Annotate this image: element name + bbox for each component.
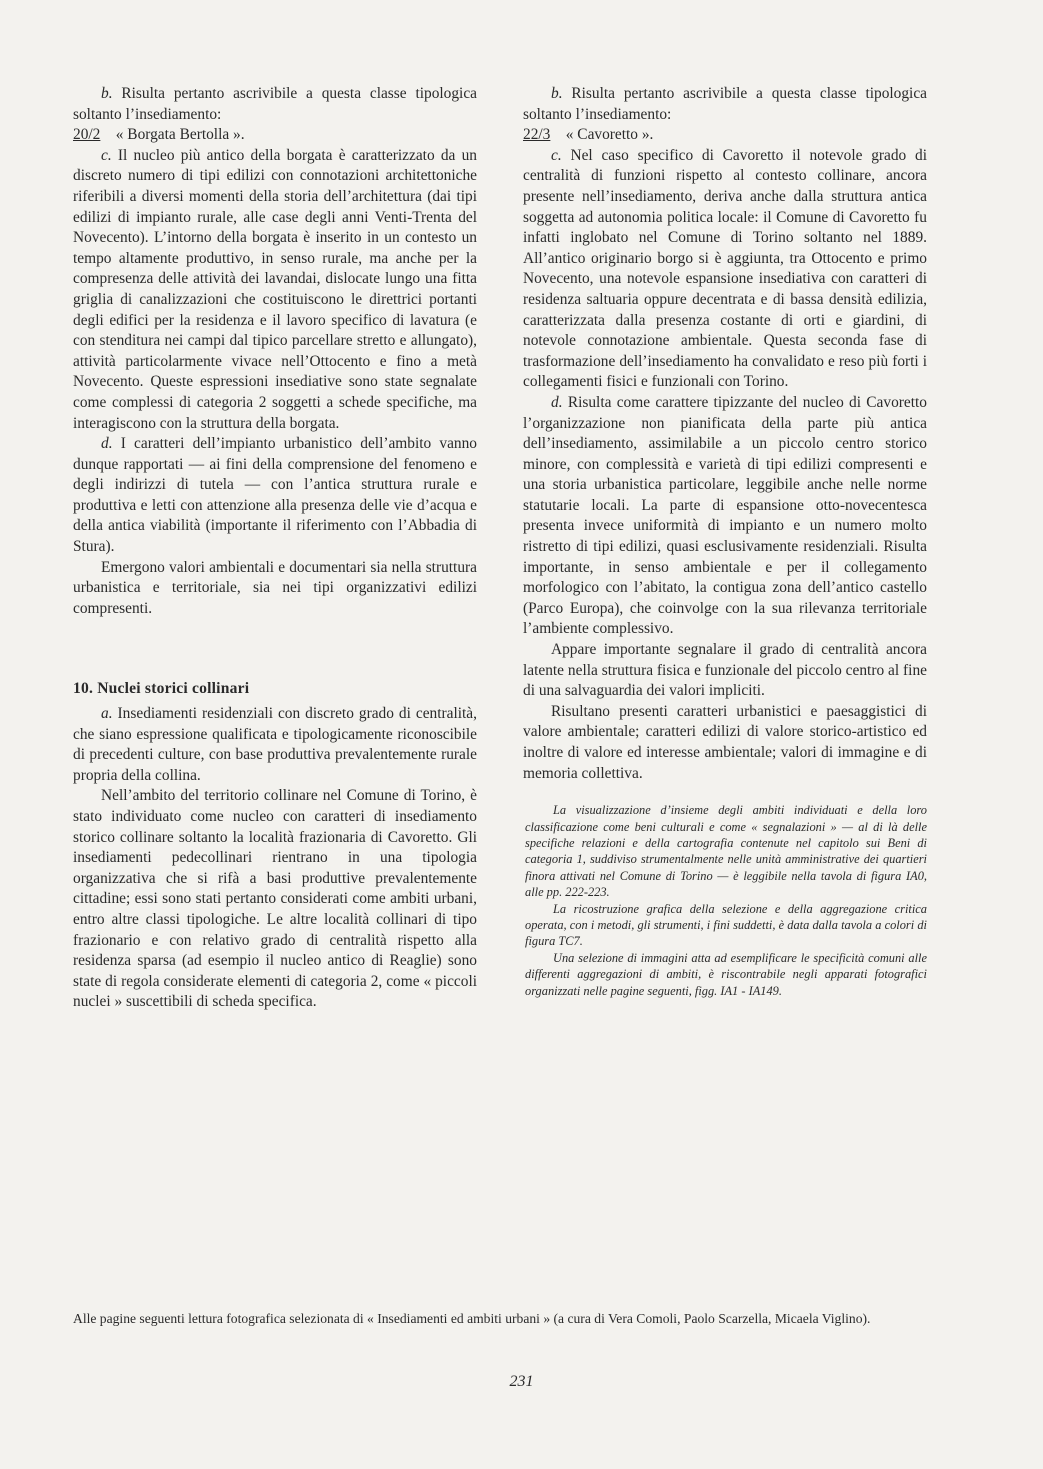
paragraph-emergono: Emergono valori ambientali e documentari sia nella struttura urbanistica e territoriale, sia nei tipi organizzativi edilizi compresenti. xyxy=(73,558,477,617)
paragraph-appare: Appare importante segnalare il grado di centralità ancora latente nella struttura fisica e funzionale del piccolo centro al fine di una salvaguardia dei valori impliciti. xyxy=(523,641,927,700)
paragraph-d: d. I caratteri dell’impianto urbanistico dell’ambito vanno dunque rapportati — ai fini della comprensione del fenomeno e degli indirizzi di tutela — con l’antica struttura rurale e produttiva e letti con attenzione alla presenza delle vie d’acqua e della antica viabilità (importante il riferimento con l’Abbadia di Stura). xyxy=(73,435,477,556)
section-title: 10. Nuclei storici collinari xyxy=(73,680,250,698)
paragraph-c: c. Nel caso specifico di Cavoretto il notevole grado di centralità di funzioni rispetto al contesto collinare, ancora presente nell’insediamento, deriva anche dalla struttura antica soggetta ad autonomia politica locale: il Comune di Cavoretto fu infatti inglobato nel Comune di Torino soltanto nel 1889. All’antico originario borgo si è aggiunta, tra Ottocento e primo Novecento, una notevole espansione insediativa con caratteri di residenza saltuaria oppure decentrata e di bassa densità edilizia, caratterizzata dalla presenza costante di orti e giardini, di notevole connotazione ambientale. Questa seconda fase di trasformazione dell’insediamento ha convalidato e reso più forti i collegamenti fisici e funzionali con Torino. xyxy=(523,146,927,391)
paragraph-b: b. Risulta pertanto ascrivibile a questa classe tipologica soltanto l’insediamento: xyxy=(73,85,477,123)
paragraph-risultano: Risultano presenti caratteri urbanistici e paesaggistici di valore ambientale; caratteri edilizi di valore storico-artistico ed inoltre di valore ed interesse ambientale; valori di immagine e di memoria collettiva. xyxy=(523,702,927,782)
note-2: La ricostruzione grafica della selezione e della aggregazione critica operata, con i metodi, gli strumenti, i fini suddetti, è data dalla tavola a colori di figura TC7. xyxy=(525,901,927,949)
settlement-code: 22/3 « Cavoretto ». xyxy=(523,126,654,144)
paragraph-d: d. Risulta come carattere tipizzante del nucleo di Cavoretto l’organizzazione non pianificata della parte più antica dell’insediamento, assimilabile a un piccolo centro storico minore, con complessità e varietà di tipi edilizi compresenti e una storia urbanistica particolare, leggibile anche nelle norme statutarie locali. La parte di espansione otto-novecentesca presenta invece uniformità di impianto e un numero molto ristretto di tipi edilizi, quasi esclusivamente residenziali. Risulta importante, in senso ambientale e per il collegamento morfologico con l’abitato, la contigua zona dell’antico castello (Parco Europa), che coinvolge con la sua rilevanza territoriale l’ambiente complessivo. xyxy=(523,393,927,638)
right-column xyxy=(523,84,927,999)
notes-block xyxy=(523,802,927,999)
footer-note: Alle pagine seguenti lettura fotografica selezionata di « Insediamenti ed ambiti urbani » (a cura di Vera Comoli, Paolo Scarzella, Micaela Viglino). xyxy=(73,1311,871,1326)
settlement-code: 20/2 « Borgata Bertolla ». xyxy=(73,126,245,144)
note-1: La visualizzazione d’insieme degli ambiti individuati e della loro classificazione come beni culturali e come « segnalazioni » — al di là delle specifiche relazioni e della cartografia contenute nel capitolo sui Beni di categoria 1, suddiviso strumentalmente nelle unità amministrative dei quartieri finora attivati nel Comune di Torino — è leggibile nella tavola di figura IA0, alle pp. 222-223. xyxy=(525,803,927,900)
paragraph-a: a. Insediamenti residenziali con discreto grado di centralità, che siano espressione qualificata e tipologicamente riconoscibile di precedenti culture, con base produttiva prevalentemente rurale propria della collina. xyxy=(73,705,477,784)
left-column xyxy=(73,84,477,1013)
paragraph-c: c. Il nucleo più antico della borgata è caratterizzato da un discreto numero di tipi edilizi con connotazioni architettoniche riferibili a diversi momenti della storia dell’architettura (dai tipi edilizi di impianto rurale, alle case degli anni Venti-Trenta del Novecento). L’intorno della borgata è inserito in un contesto un tempo altamente produttivo, in senso rurale, ma anche per la compresenza delle attività dei lavandai, dislocate lungo una fitta griglia di canalizzazioni che costituiscono le direttrici portanti degli edifici per la residenza e il lavoro specifico di lavatura (e con stenditura nei campi dal tipico parcellare stretto e allungato), attività particolarmente vivace nell’Ottocento e fino a metà Novecento. Queste espressioni insediative sono state segnalate come complessi di categoria 2 soggetti a schede specifiche, ma interagiscono con la struttura della borgata. xyxy=(73,146,477,432)
note-3: Una selezione di immagini atta ad esemplificare le specificità comuni alle differenti aggregazioni di ambiti, è riscontrabile negli apparati fotografici organizzati nelle pagine seguenti, figg. IA1 - IA149. xyxy=(525,950,927,998)
paragraph-b: b. Risulta pertanto ascrivibile a questa classe tipologica soltanto l’insediamento: xyxy=(523,85,927,123)
page-number: 231 xyxy=(509,1373,534,1390)
paragraph-ambito: Nell’ambito del territorio collinare nel Comune di Torino, è stato individuato come nucleo con caratteri di insediamento storico collinare soltanto la località frazionaria di Cavoretto. Gli insediamenti pedecollinari rientrano in una tipologia organizzativa che si rifà a basi produttive prevalentemente cittadine; essi sono stati pertanto considerati come ambiti urbani, entro altre classi tipologiche. Le altre località collinari di tipo frazionario e con relativo grado di centralità rispetto alla residenza sparsa (ad esempio il nucleo antico di Reaglie) sono state di regola considerate elementi di categoria 2, come « piccoli nuclei » suscettibili di scheda specifica. xyxy=(73,787,477,1011)
